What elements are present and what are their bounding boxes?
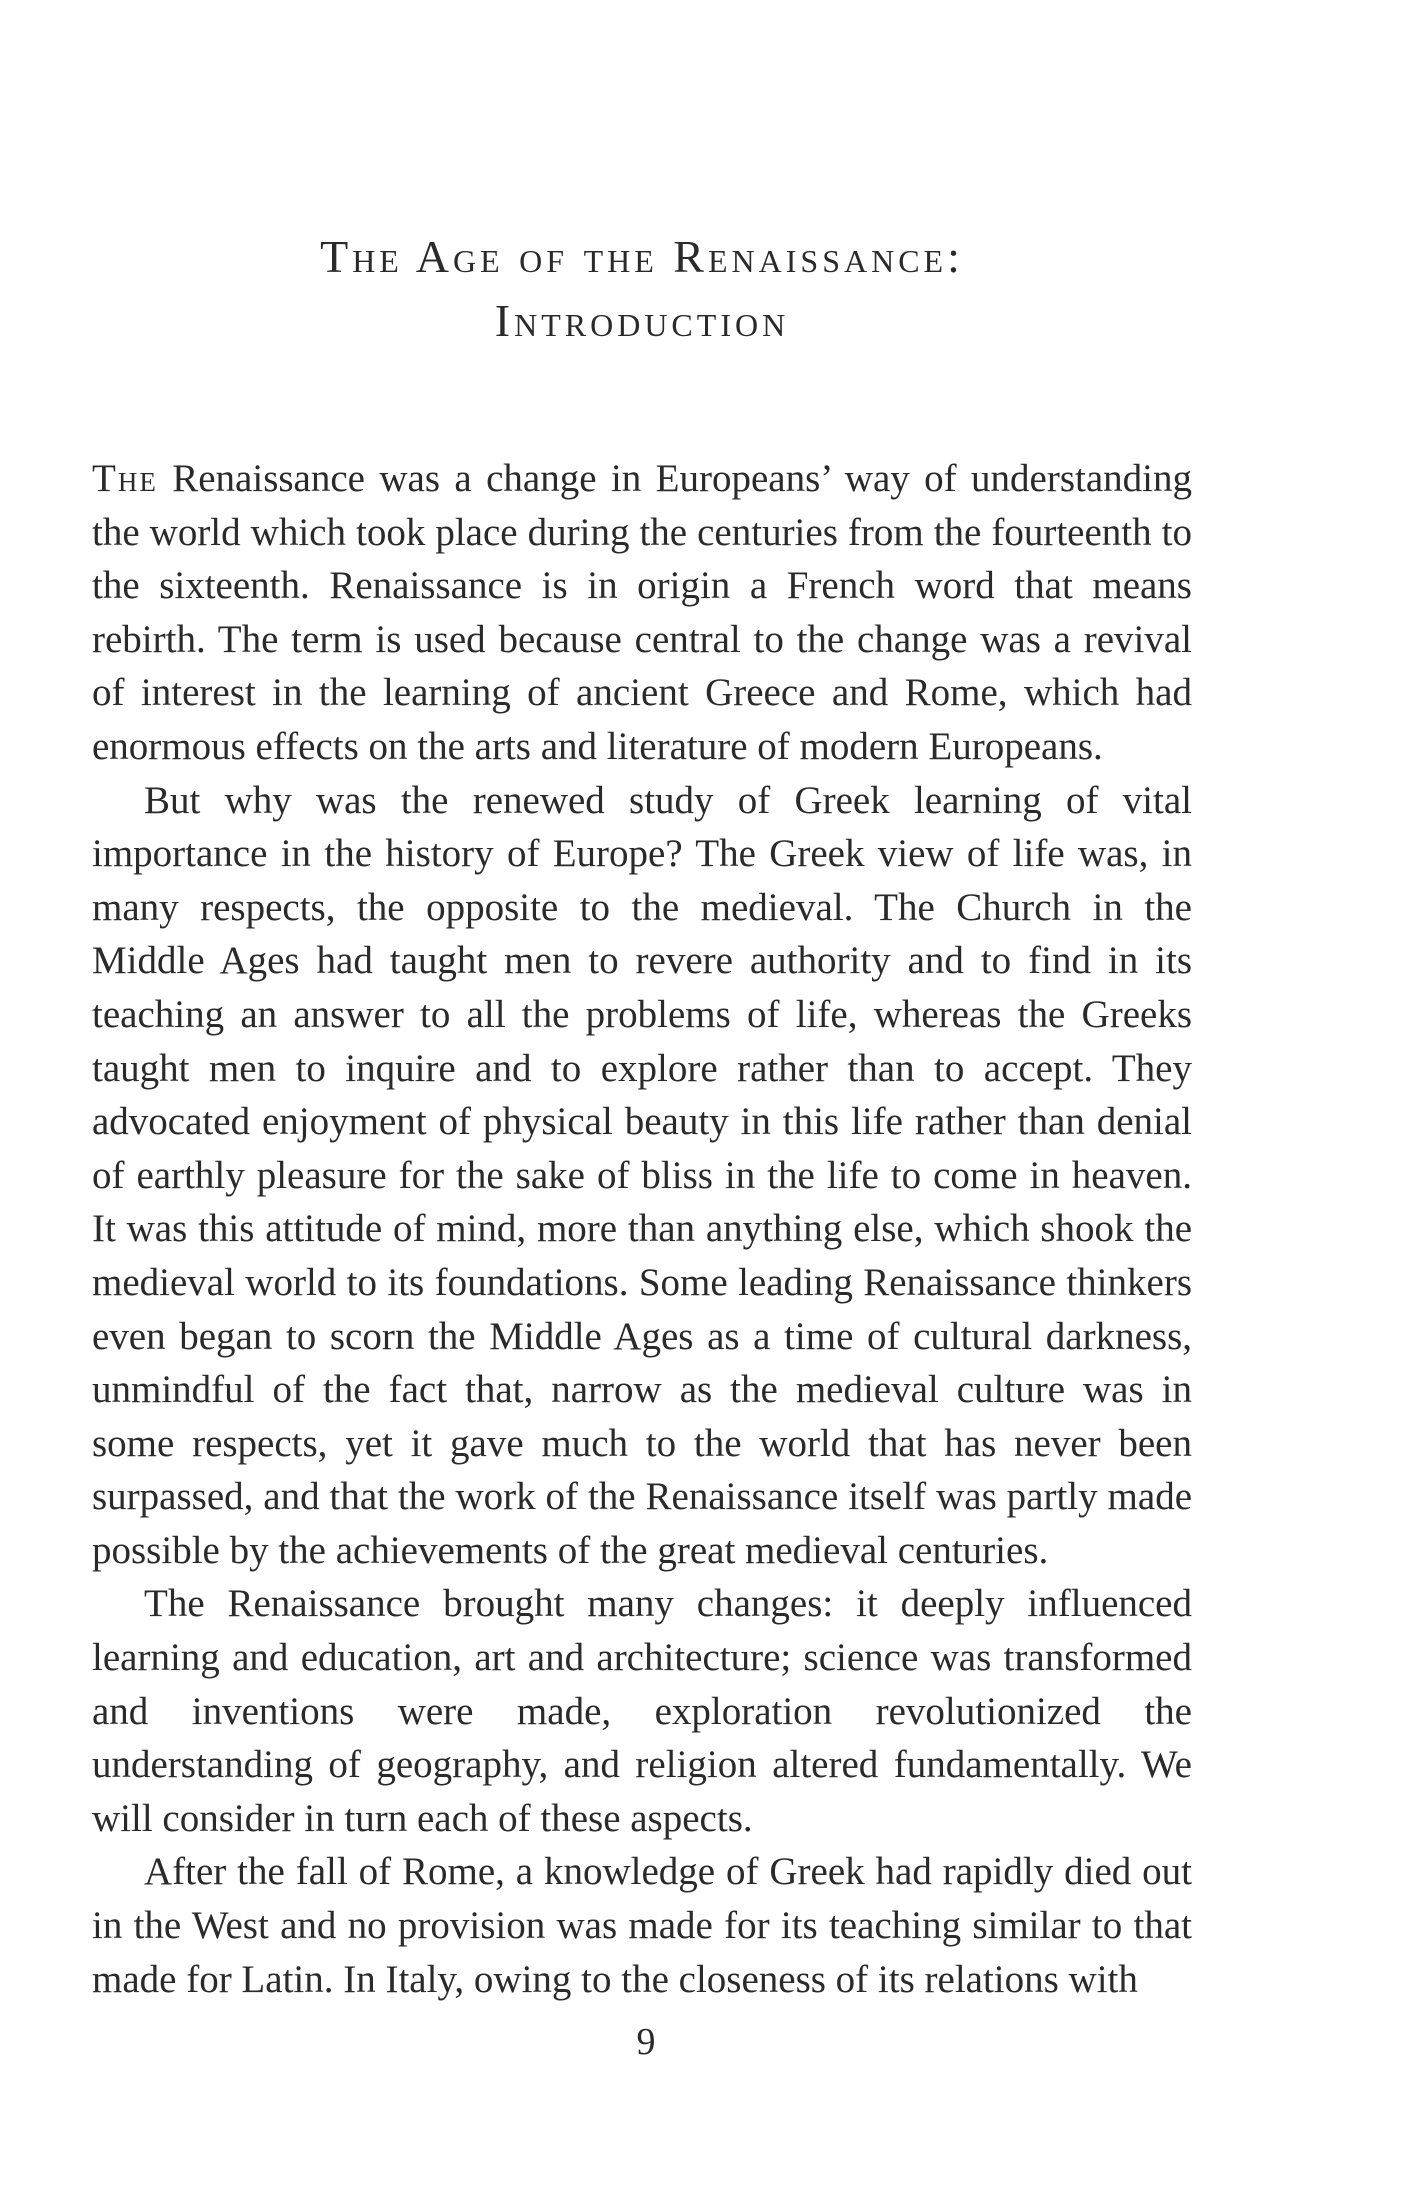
chapter-title-line-1: The Age of the Renaissance: [320, 231, 964, 282]
paragraph-1-text: Renaissance was a change in Europeans’ way of understanding the world which took place during the centuries from the fourteenth to the sixteenth. Renaissance is in origin a French word that means rebirth. The term is used because central to the change was a revival of interest in the learning of ancient Greece and Rome, which had enormous effects on the arts and literature of modern Europeans. [92, 457, 1192, 768]
page-number: 9 [636, 2021, 656, 2063]
paragraph-1 [92, 452, 1192, 774]
chapter-title-line-2: Introduction [494, 295, 790, 346]
chapter-title [92, 225, 1192, 353]
paragraph-3: The Renaissance brought many changes: it deeply influenced learning and education, art and architecture; science was transformed and inventions were made, exploration revolutionized the understanding of geography, and religion altered fundamentally. We will consider in turn each of these aspects. [92, 1582, 1192, 1840]
chapter-body [92, 452, 1192, 2006]
paragraph-lead-word: The [92, 457, 158, 500]
paragraph-2: But why was the renewed study of Greek learning of vital importance in the history of Europe? The Greek view of life was, in many respects, the opposite to the medieval. The Church in the Middle Ages had taught men to revere authority and to find in its teaching an answer to all the problems of life, whereas the Greeks taught men to inquire and to explore rather than to accept. They advocated enjoyment of physical beauty in this life rather than denial of earthly pleasure for the sake of bliss in the life to come in heaven. It was this attitude of mind, more than anything else, which shook the medieval world to its foundations. Some leading Renaissance thinkers even began to scorn the Middle Ages as a time of cultural darkness, unmindful of the fact that, narrow as the medieval culture was in some respects, yet it gave much to the world that has never been surpassed, and that the work of the Renaissance itself was partly made possible by the achievements of the great medieval centuries. [92, 778, 1192, 1572]
paragraph-4: After the fall of Rome, a knowledge of Greek had rapidly died out in the West and no provision was made for its teaching similar to that made for Latin. In Italy, owing to the closeness of its relations with [92, 1850, 1192, 2001]
